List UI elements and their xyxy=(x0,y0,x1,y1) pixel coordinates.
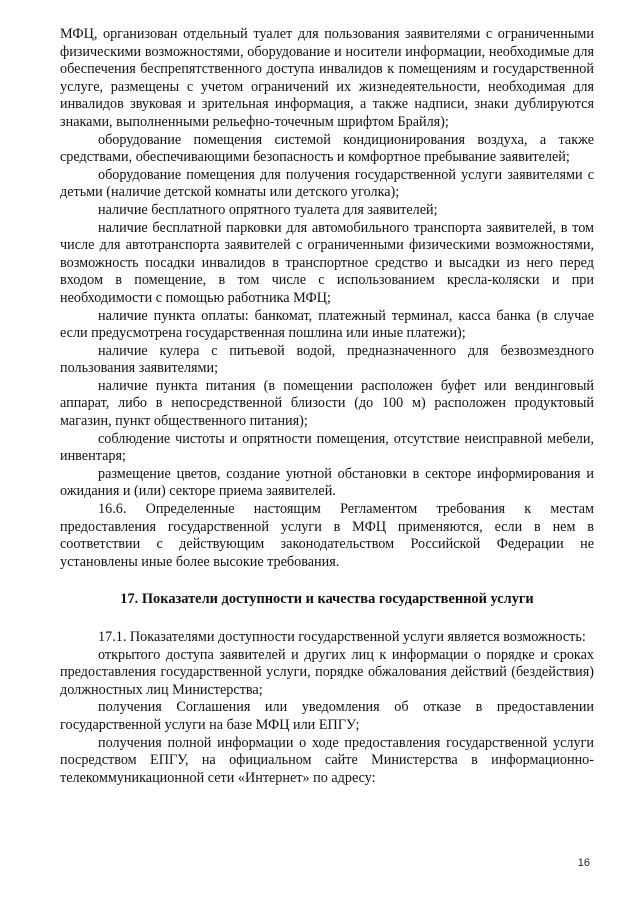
page-number: 16 xyxy=(577,857,590,869)
paragraph-16-6: 16.6. Определенные настоящим Регламентом требования к местам предоставления государственной услуги в МФЦ применяются, если в нем в соответствии с действующим законодательством Российской Федерации не установлены иные более высокие требования. xyxy=(60,501,594,570)
paragraph-progress-info: получения полной информации о ходе предоставления государственной услуги посредством ЕПГУ, на официальном сайте Министерства в информационно-телекоммуникационной сети «Интернет» по адресу: xyxy=(60,734,594,786)
paragraph-continuation: МФЦ, организован отдельный туалет для пользования заявителями с ограниченными физическими возможностями, оборудование и носители информации, необходимые для обеспечения беспрепятственного доступа инвалидов к помещениям и государственной услуге, размещены с учетом ограничений их жизнедеятельности, необходимая для инвалидов звуковая и зрительная информация, а также надписи, знаки дублируются знаками, выполненными рельефно-точечным шрифтом Брайля); xyxy=(60,26,594,130)
paragraph-food-point: наличие пункта питания (в помещении расположен буфет или вендинговый аппарат, либо в непосредственной близости (до 100 м) расположен продуктовый магазин, пункт общественного питания); xyxy=(60,377,594,430)
paragraph-open-access: открытого доступа заявителей и других лиц к информации о порядке и сроках предоставления государственной услуги, порядке обжалования действий (бездействия) должностных лиц Министерства; xyxy=(60,646,594,698)
paragraph-17-1: 17.1. Показателями доступности государственной услуги является возможность: xyxy=(98,629,586,645)
paragraph-toilet: наличие бесплатного опрятного туалета для заявителей; xyxy=(98,201,438,218)
paragraph-flowers: размещение цветов, создание уютной обстановки в секторе информирования и ожидания и (или) секторе приема заявителей. xyxy=(60,465,594,500)
paragraph-air-conditioning: оборудование помещения системой кондиционирования воздуха, а также средствами, обеспечивающими безопасность и комфортное пребывание заявителей; xyxy=(60,131,594,166)
paragraph-cleanliness: соблюдение чистоты и опрятности помещения, отсутствие неисправной мебели, инвентаря; xyxy=(60,430,594,465)
paragraph-parking: наличие бесплатной парковки для автомобильного транспорта заявителей, в том числе для автотранспорта заявителей с ограниченными физическими возможностями, возможность посадки инвалидов в транспортное средство и высадки из него перед входом в помещение, в том числе с использованием кресла-коляски и при необходимости с помощью работника МФЦ; xyxy=(60,219,594,306)
paragraph-children-room: оборудование помещения для получения государственной услуги заявителями с детьми (наличие детской комнаты или детского уголка); xyxy=(60,166,594,201)
paragraph-agreement: получения Соглашения или уведомления об отказе в предоставлении государственной услуги на базе МФЦ или ЕПГУ; xyxy=(60,699,594,733)
section-heading: 17. Показатели доступности и качества государственной услуги xyxy=(120,591,534,608)
paragraph-water-cooler: наличие кулера с питьевой водой, предназначенного для безвозмездного пользования заявителями; xyxy=(60,342,594,377)
document-page xyxy=(60,26,594,787)
paragraph-payment-point: наличие пункта оплаты: банкомат, платежный терминал, касса банка (в случае если предусмотрена государственная пошлина или иные платежи); xyxy=(60,307,594,342)
